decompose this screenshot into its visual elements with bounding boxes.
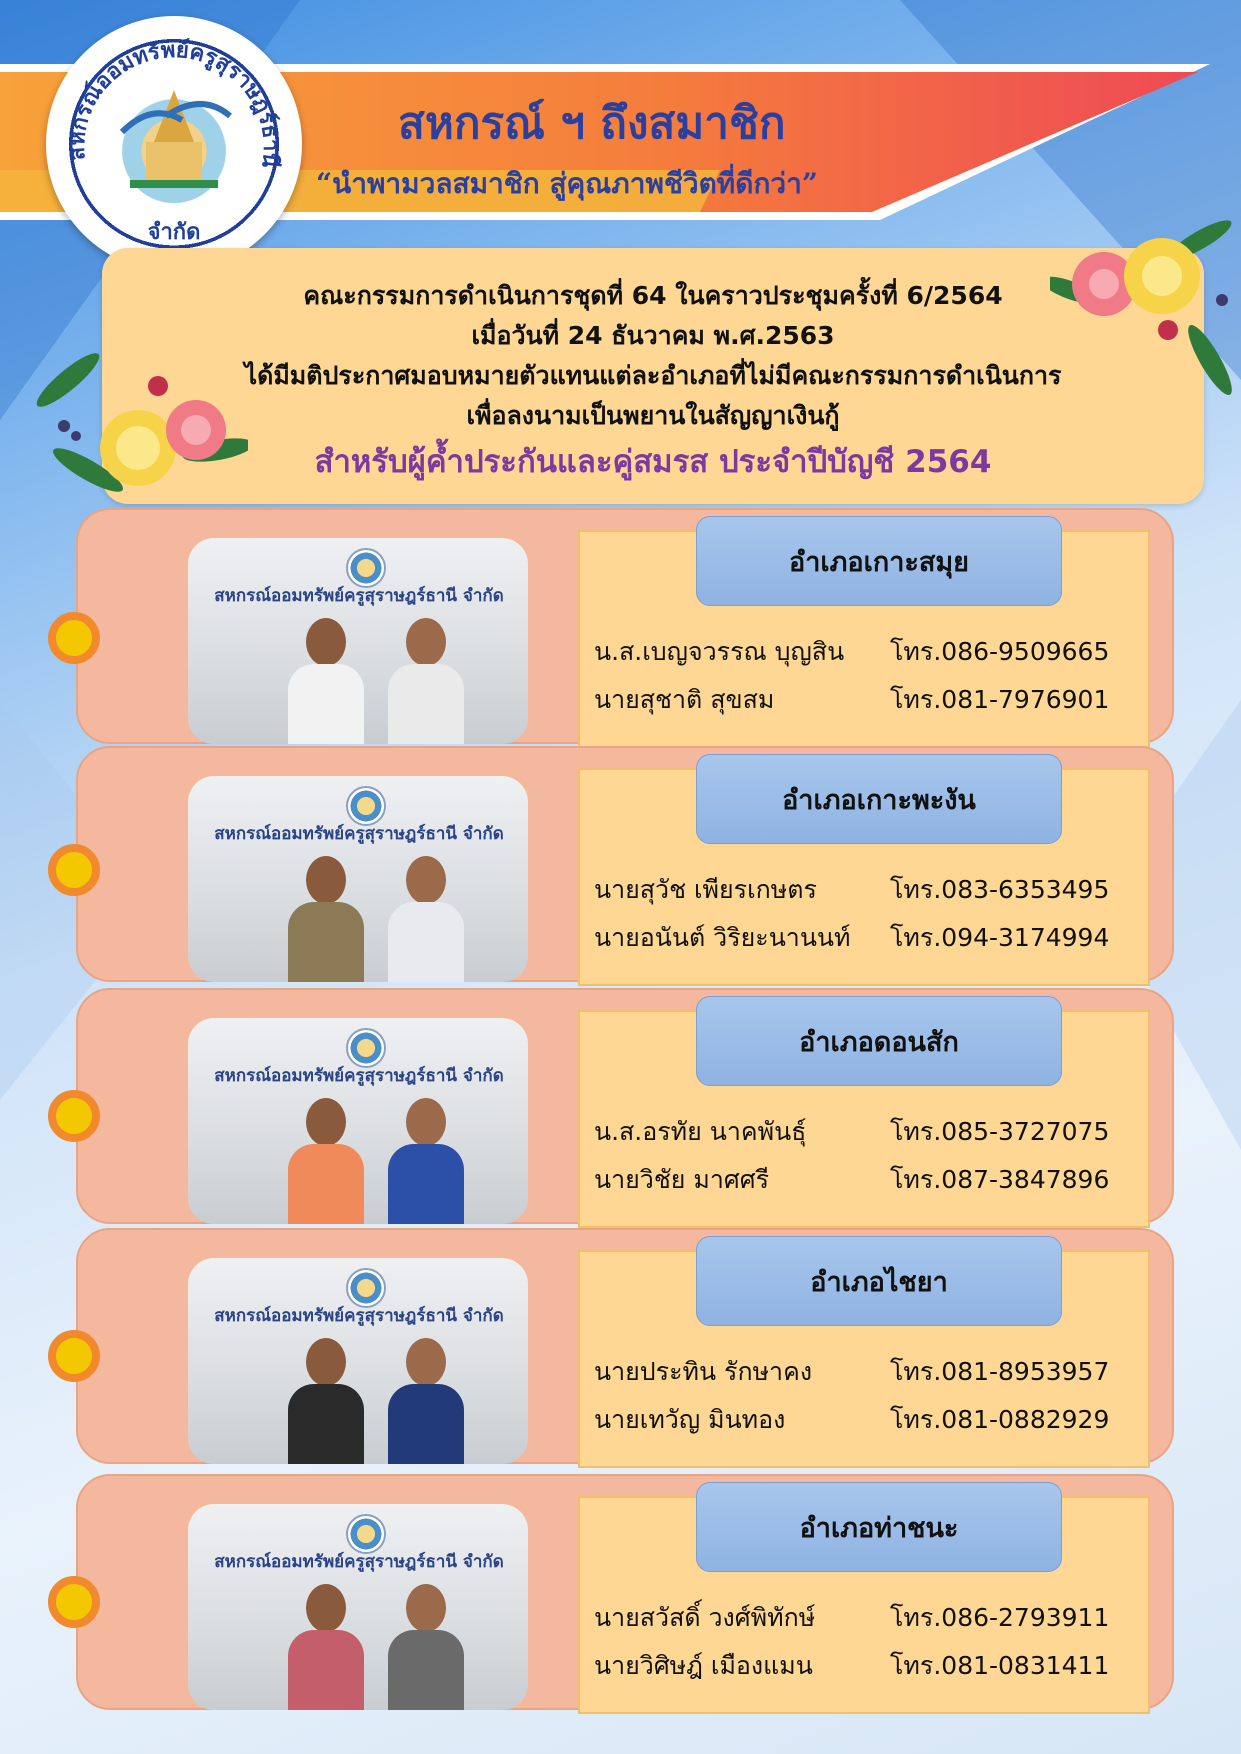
district-photo [188,538,528,744]
flower-decoration-right [1050,210,1240,410]
district-name-label: อำเภอเกาะพะงัน [696,754,1062,844]
contact-row [594,1352,1109,1392]
announcement-line-3: ได้มีมติประกาศมอบหมายตัวแทนแต่ละอำเภอที่ไม่มีคณะกรรมการดำเนินการ [244,361,1062,390]
district-photo [188,1504,528,1710]
contact-name: นายเทวัญ มินทอง [594,1405,786,1434]
contact-phone: โทร.085-3727075 [890,1117,1110,1146]
district-photo [188,1258,528,1464]
announcement-highlight: สำหรับผู้ค้ำประกันและคู่สมรส ประจำปีบัญชี 2564 [314,444,992,480]
contact-name: น.ส.อรทัย นาคพันธุ์ [594,1117,807,1146]
person-head [406,1338,446,1386]
contact-phone: โทร.081-0882929 [890,1405,1110,1434]
contact-row [594,870,1109,910]
contact-row [594,680,1109,720]
contact-name: นายอนันต์ วิริยะนานนท์ [594,923,851,952]
person-head [306,1098,346,1146]
contact-phone: โทร.081-8953957 [890,1357,1110,1386]
contact-name: นายสุวัช เพียรเกษตร [594,875,817,904]
person-head [306,1584,346,1632]
person-body [388,1630,464,1710]
announcement-box [102,248,1204,504]
photo-sign-text: สหกรณ์ออมทรัพย์ครูสุราษฎร์ธานี จำกัด [214,1066,504,1086]
flower-decoration-left [28,330,248,510]
contact-name: นายวิชัย มาศศรี [594,1165,770,1194]
contact-row [594,632,1109,672]
announcement-line-1: คณะกรรมการดำเนินการชุดที่ 64 ในคราวประชุมครั้งที่ 6/2564 [303,281,1003,310]
contact-row [594,1598,1109,1638]
district-name-label: อำเภอเกาะสมุย [696,516,1062,606]
bullet-dot-icon [48,1090,100,1142]
photo-sign-text: สหกรณ์ออมทรัพย์ครูสุราษฎร์ธานี จำกัด [214,1552,504,1572]
contact-phone: โทร.087-3847896 [890,1165,1110,1194]
person-body [288,902,364,982]
cooperative-logo [46,16,302,272]
photo-sign-text: สหกรณ์ออมทรัพย์ครูสุราษฎร์ธานี จำกัด [214,586,504,606]
bullet-dot-icon [48,612,100,664]
page-title: สหกรณ์ ฯ ถึงสมาชิก [398,98,786,149]
contact-phone: โทร.083-6353495 [890,875,1110,904]
slogan: “นำพามวลสมาชิก สู่คุณภาพชีวิตที่ดีกว่า” [316,167,818,200]
contact-row [594,1160,1109,1200]
contact-name: นายสุชาติ สุขสม [594,685,775,714]
district-name-label: อำเภอไชยา [696,1236,1062,1326]
contact-phone: โทร.086-9509665 [890,637,1110,666]
bullet-dot-icon [48,844,100,896]
contact-row [594,1400,1109,1440]
contact-name: นายประทิน รักษาคง [594,1357,813,1386]
person-head [406,618,446,666]
district-photo [188,776,528,982]
person-head [306,618,346,666]
person-body [388,664,464,744]
contact-row [594,1646,1109,1686]
contact-name: นายสวัสดิ์ วงศ์พิทักษ์ [594,1603,816,1632]
announcement-line-2: เมื่อวันที่ 24 ธันวาคม พ.ศ.2563 [471,321,835,350]
district-photo [188,1018,528,1224]
contact-phone: โทร.086-2793911 [890,1603,1110,1632]
bullet-dot-icon [48,1330,100,1382]
contact-phone: โทร.094-3174994 [890,923,1110,952]
logo-bottom-text: จำกัด [147,220,201,245]
person-body [288,1630,364,1710]
contact-phone: โทร.081-7976901 [890,685,1110,714]
person-head [406,856,446,904]
person-head [406,1098,446,1146]
person-head [306,1338,346,1386]
person-head [306,856,346,904]
svg-text:สหกรณ์ออมทรัพย์ครูสุราษฎร์ธานี [65,37,283,169]
person-head [406,1584,446,1632]
person-body [388,1384,464,1464]
contact-phone: โทร.081-0831411 [890,1651,1110,1680]
contact-row [594,1112,1109,1152]
person-body [388,902,464,982]
person-body [388,1144,464,1224]
contact-name: น.ส.เบญจวรรณ บุญสิน [594,637,845,666]
announcement-line-4: เพื่อลงนามเป็นพยานในสัญญาเงินกู้ [466,401,840,430]
district-name-label: อำเภอดอนสัก [696,996,1062,1086]
photo-sign-text: สหกรณ์ออมทรัพย์ครูสุราษฎร์ธานี จำกัด [214,1306,504,1326]
person-body [288,1384,364,1464]
contact-row [594,918,1109,958]
bullet-dot-icon [48,1576,100,1628]
logo-ring-text: สหกรณ์ออมทรัพย์ครูสุราษฎร์ธานี [64,37,284,170]
district-name-label: อำเภอท่าชนะ [696,1482,1062,1572]
contact-name: นายวิศิษฎ์ เมืองแมน [594,1651,813,1680]
photo-sign-text: สหกรณ์ออมทรัพย์ครูสุราษฎร์ธานี จำกัด [214,824,504,844]
person-body [288,1144,364,1224]
person-body [288,664,364,744]
